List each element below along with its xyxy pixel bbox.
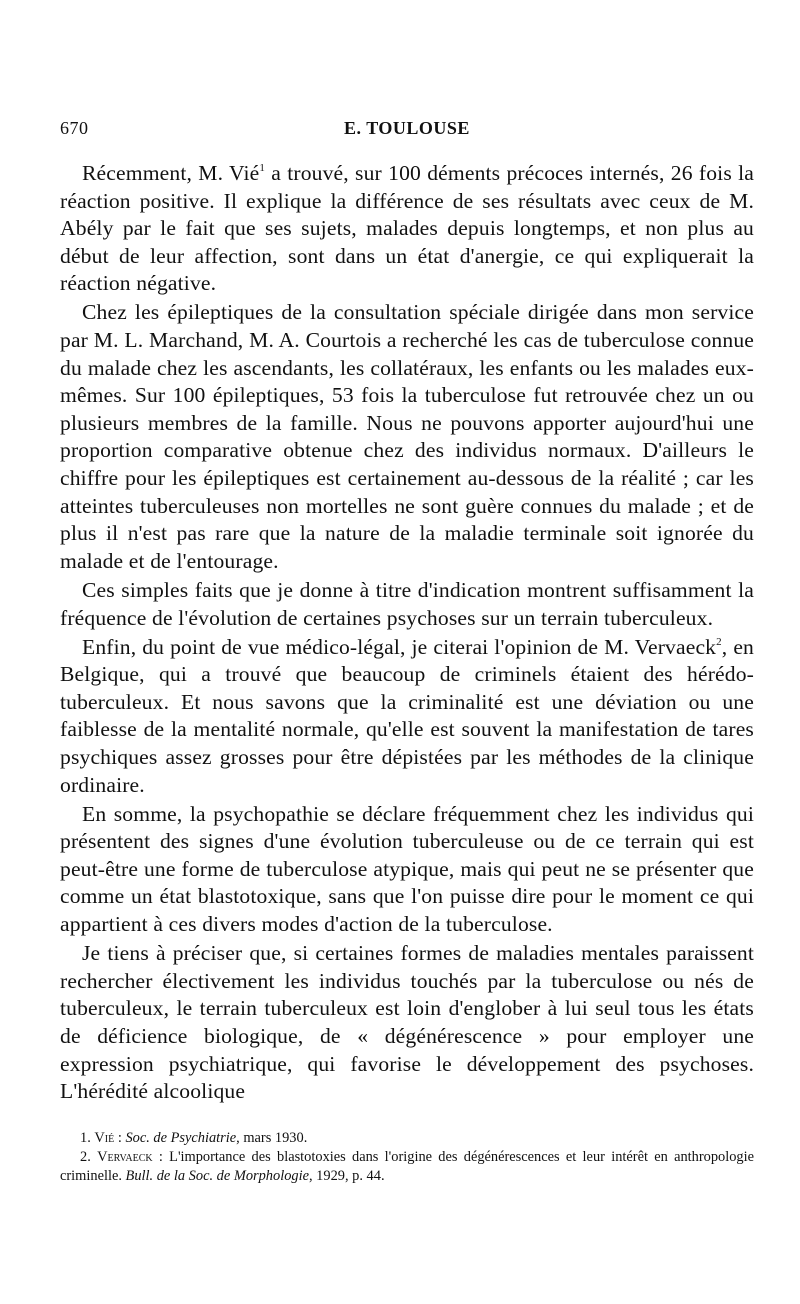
paragraph-1-text-a: Récemment, M. Vié <box>82 161 260 185</box>
footnote-2 <box>60 1148 754 1186</box>
footnote-1-source: Soc. de Psychiatrie <box>125 1129 237 1146</box>
paragraph-4 <box>60 634 754 800</box>
footnote-2-date: , 1929, p. 44. <box>308 1167 385 1184</box>
paragraph-5: En somme, la psychopathie se déclare fréquemment chez les individus qui présentent des signes d'une évolution tuberculeuse ou de ce terrain qui est peut-être une forme de tuberculose atypique, mais qui peut ne se présenter que comme un état blastotoxique, sans que l'on puisse dire pour le moment ce qui appartient à ces divers modes d'action de la tuberculose. <box>60 801 754 937</box>
footnote-ref-2: 2 <box>716 635 722 648</box>
footnote-2-title: : L'importance des blastotoxies dans l'origine des dégénérescences et leur intérêt en anthropologie criminelle. <box>60 1148 755 1184</box>
paragraph-6: Je tiens à préciser que, si certaines formes de maladies mentales paraissent rechercher électivement les individus touchés par la tuberculose ou nés de tuberculeux, le terrain tuberculeux est loin d'englober à lui seul tous les états de déficience biologique, de « dégénérescence » pour employer une expression psychiatrique, qui favorise le développement des psychoses. L'hérédité alcoolique <box>60 941 754 1104</box>
footnote-2-number: 2. <box>80 1148 98 1165</box>
book-page <box>60 118 754 1186</box>
footnote-2-author: Vervaeck <box>97 1148 153 1165</box>
footnote-1-date: , mars 1930. <box>236 1129 308 1146</box>
page-number: 670 <box>60 118 89 138</box>
running-head-author: E. TOULOUSE <box>344 118 470 138</box>
footnote-1-separator: : <box>114 1129 126 1146</box>
paragraph-4-text-b: , en Belgique, qui a trouvé que beaucoup de criminels étaient des hérédo-tuberculeux. Et nous savons que la criminalité est une déviation ou une faiblesse de la mentalité normale, qu'elle est souvent la manifestation de tares psychiques assez grosses pour être dépistées par les méthodes de la clinique ordinaire. <box>60 634 754 797</box>
footnote-1 <box>60 1129 754 1148</box>
paragraph-1-text-b: a trouvé, sur 100 déments précoces internés, 26 fois la réaction positive. Il explique la différence de ses résultats avec ceux de M. Abély par le fait que ses sujets, malades depuis longtemps, et non plus au début de leur affection, sont dans un état d'anergie, ce qui expliquerait la réaction négative. <box>60 161 754 296</box>
footnote-ref-1: 1 <box>259 162 265 174</box>
footnote-1-number: 1. <box>80 1129 95 1146</box>
paragraph-1 <box>60 160 754 298</box>
footnotes <box>60 1129 754 1186</box>
paragraph-4-text-a: Enfin, du point de vue médico-légal, je citerai l'opinion de M. Vervaeck <box>82 634 717 659</box>
paragraph-3: Ces simples faits que je donne à titre d'indication montrent suffisamment la fréquence de l'évolution de certaines psychoses sur un terrain tuberculeux. <box>60 577 754 630</box>
body-text <box>60 160 754 1106</box>
footnote-2-source: Bull. de la Soc. de Morphologie <box>125 1167 309 1184</box>
running-head <box>60 118 754 148</box>
paragraph-2: Chez les épileptiques de la consultation spéciale dirigée dans mon service par M. L. Marchand, M. A. Courtois a recherché les cas de tuberculose connue du malade chez les ascendants, les collatéraux, les enfants ou les malades eux-mêmes. Sur 100 épileptiques, 53 fois la tuberculose fut retrouvée chez un ou plusieurs membres de la famille. Nous ne pouvons apporter aujourd'hui une proportion comparative obtenue chez des individus normaux. D'ailleurs le chiffre pour les épileptiques est certainement au-dessous de la réalité ; car les atteintes tuberculeuses non mortelles ne sont guère connues du malade ; et de plus il n'est pas rare que la nature de la maladie terminale soit ignorée du malade et de l'entourage. <box>60 300 754 573</box>
footnote-1-author: Vié <box>94 1129 115 1146</box>
